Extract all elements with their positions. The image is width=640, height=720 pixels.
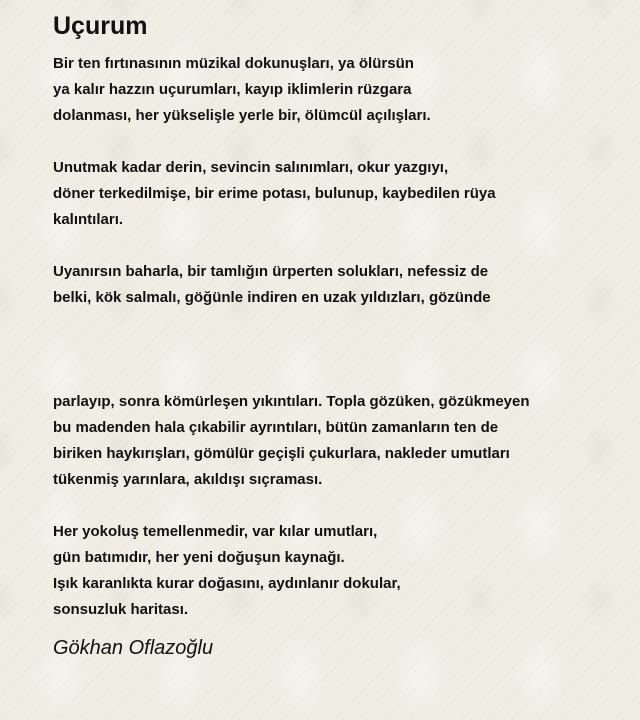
poem-page bbox=[53, 10, 633, 661]
poem-line: bu madenden hala çıkabilir ayrıntıları, bütün zamanların ten de bbox=[53, 419, 499, 436]
poem-line: Uyanırsın baharla, bir tamlığın ürperten solukları, nefessiz de bbox=[53, 263, 489, 280]
poem-line: Her yokoluş temellenmedir, var kılar umutları, bbox=[53, 523, 378, 540]
poem-line: ya kalır hazzın uçurumları, kayıp iklimlerin rüzgara bbox=[53, 81, 412, 98]
poem-line: gün batımıdır, her yeni doğuşun kaynağı. bbox=[53, 549, 345, 566]
poem-line: kalıntıları. bbox=[53, 211, 124, 228]
stanza-gap bbox=[53, 311, 633, 389]
stanza-spacer bbox=[53, 493, 633, 519]
poem-line: Işık karanlıkta kurar doğasını, aydınlanır dokular, bbox=[53, 575, 401, 592]
stanza-1 bbox=[53, 51, 633, 129]
stanza-3 bbox=[53, 259, 633, 311]
stanza-4 bbox=[53, 389, 633, 493]
poem-author: Gökhan Oflazoğlu bbox=[53, 637, 214, 659]
stanza-spacer bbox=[53, 233, 633, 259]
poem-title: Uçurum bbox=[53, 12, 148, 40]
poem-line: döner terkedilmişe, bir erime potası, bulunup, kaybedilen rüya bbox=[53, 185, 496, 202]
poem-line: dolanması, her yükselişle yerle bir, ölümcül açılışları. bbox=[53, 107, 431, 124]
poem-line: Bir ten fırtınasının müzikal dokunuşları, ya ölürsün bbox=[53, 55, 414, 72]
poem-line: belki, kök salmalı, göğünle indiren en uzak yıldızları, gözünde bbox=[53, 289, 491, 306]
stanza-5 bbox=[53, 519, 633, 623]
poem-line: parlayıp, sonra kömürleşen yıkıntıları. Topla gözüken, gözükmeyen bbox=[53, 393, 530, 410]
poem-line: Unutmak kadar derin, sevincin salınımları, okur yazgıyı, bbox=[53, 159, 449, 176]
stanza-spacer bbox=[53, 129, 633, 155]
poem-line: biriken haykırışları, gömülür geçişli çukurlara, nakleder umutları bbox=[53, 445, 510, 462]
stanza-2 bbox=[53, 155, 633, 233]
poem-line: sonsuzluk haritası. bbox=[53, 601, 189, 618]
poem-line: tükenmiş yarınlara, akıldışı sıçraması. bbox=[53, 471, 323, 488]
poem-body bbox=[53, 51, 633, 623]
